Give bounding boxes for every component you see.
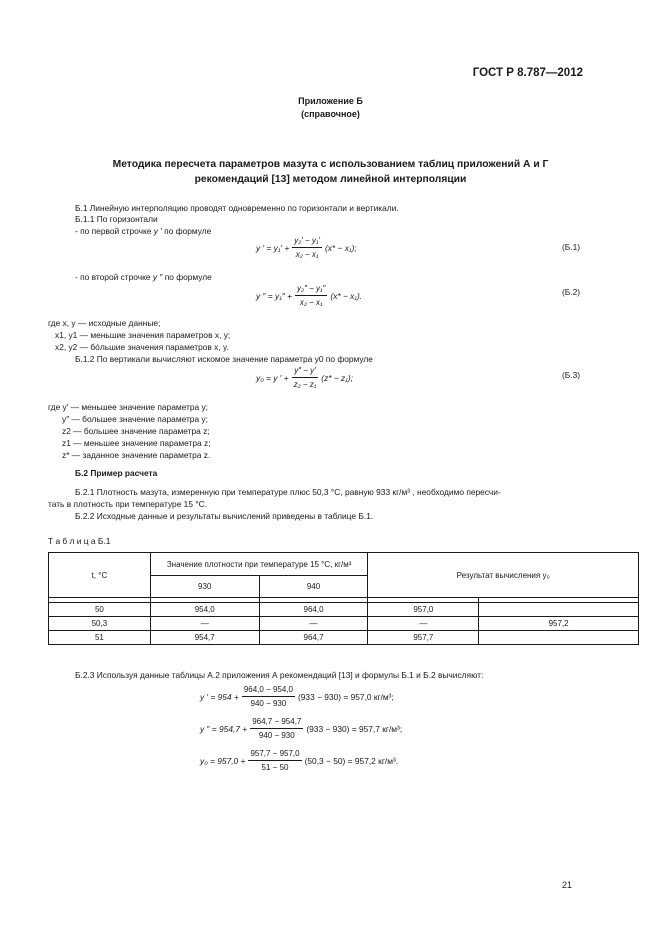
cell: 954,7 bbox=[150, 631, 259, 645]
paragraph-b1: Б.1 Линейную интерполяцию проводят одновременно по горизонтали и вертикали. bbox=[75, 203, 399, 213]
section-title-line1: Методика пересчета параметров мазута с использованием таблиц приложений А и Г bbox=[112, 159, 549, 170]
where-x2y2: x2, y2 — бóльшие значения параметров x, y. bbox=[55, 342, 229, 352]
cell bbox=[479, 631, 639, 645]
calc-y-double-prime: y ″ = 954,7 + $\frac{964,7 - 954,7}{940 - 930}$ (933 − 930) = 957,7 кг/м³; bbox=[200, 717, 403, 740]
cell bbox=[479, 603, 639, 617]
header-temperature: t, °С bbox=[49, 553, 151, 598]
formula-b3-label: (Б.3) bbox=[562, 370, 581, 380]
cell: — bbox=[259, 617, 368, 631]
calc-y-prime: y ′ = 954 + $\frac{964,0 - 954,0}{940 - 930}$ (933 − 930) = 957,0 кг/м³; bbox=[200, 685, 394, 708]
paragraph-first-row: - по первой строчке y ′ по формуле bbox=[75, 226, 212, 236]
where-z1: z1 — меньшее значение параметра z; bbox=[62, 438, 211, 448]
paragraph-b21-line2: тать в плотность при температуре 15 °С. bbox=[48, 499, 208, 509]
annex-title: Приложение Б bbox=[298, 96, 363, 106]
paragraph-b23: Б.2.3 Используя данные таблицы А.2 приложения А рекомендаций [13] и формулы Б.1 и Б.2 вычисляют: bbox=[75, 670, 484, 680]
cell: 954,0 bbox=[150, 603, 259, 617]
header-result: Результат вычисления y₀ bbox=[368, 553, 639, 598]
where-x1y1: x1, y1 — меньшие значения параметров x, y; bbox=[55, 330, 231, 340]
formula-b1-label: (Б.1) bbox=[562, 242, 581, 252]
cell: 964,0 bbox=[259, 603, 368, 617]
header-940: 940 bbox=[259, 576, 368, 598]
formula-b2: y ″ = y₁″ + $\frac{\text{y₂″ − y₁″}}{\text{x₂ − x₁}}$ (x* − x₁). bbox=[256, 284, 363, 307]
formula-b1: y ′ = y₁′ + $\frac{\text{y₂′ − y₁′}}{\text{x₂ − x₁}}$ (x* − x₁); bbox=[256, 236, 357, 259]
paragraph-b12: Б.1.2 По вертикали вычисляют искомое значение параметра y0 по формуле bbox=[75, 354, 373, 364]
where-xy: где x, y — исходные данные; bbox=[48, 318, 161, 328]
cell: — bbox=[368, 617, 479, 631]
header-density: Значение плотности при температуре 15 °С, кг/м³ bbox=[150, 553, 368, 576]
cell: 50,3 bbox=[49, 617, 151, 631]
table-row bbox=[49, 617, 639, 631]
table-header-row bbox=[49, 553, 639, 576]
document-id: ГОСТ Р 8.787—2012 bbox=[472, 67, 583, 79]
paragraph-b11: Б.1.1 По горизонтали bbox=[75, 214, 158, 224]
formula-b3: y₀ = y ′ + $\frac{y'' - y'}{\text{z₂ − z₁}}$ (z* − z₁); bbox=[256, 366, 354, 389]
cell: 957,2 bbox=[479, 617, 639, 631]
formula-b2-label: (Б.2) bbox=[562, 287, 581, 297]
cell: 964,7 bbox=[259, 631, 368, 645]
table-row bbox=[49, 603, 639, 617]
section-b2-heading: Б.2 Пример расчета bbox=[75, 468, 158, 478]
where-y-double-prime: y″ — большее значение параметра y; bbox=[62, 414, 208, 424]
paragraph-b21-line1: Б.2.1 Плотность мазута, измеренную при температуре плюс 50,3 °С, равную 933 кг/м³ , необходимо пересчи- bbox=[75, 487, 501, 497]
where-y-prime: где y′ — меньшее значение параметра y; bbox=[48, 402, 208, 412]
cell: 51 bbox=[49, 631, 151, 645]
cell: 957,7 bbox=[368, 631, 479, 645]
annex-note: (справочное) bbox=[301, 109, 360, 119]
paragraph-b22: Б.2.2 Исходные данные и результаты вычислений приведены в таблице Б.1. bbox=[75, 511, 374, 521]
section-title-line2: рекомендаций [13] методом линейной интерполяции bbox=[194, 174, 467, 185]
page-number: 21 bbox=[561, 880, 572, 890]
where-z2: z2 — большее значение параметра z; bbox=[62, 426, 210, 436]
data-table bbox=[48, 552, 639, 645]
where-zstar: z* — заданное значение параметра z. bbox=[62, 450, 211, 460]
calc-y0: y₀ = 957,0 + $\frac{957,7 - 957,0}{51 - 50}$ (50,3 − 50) = 957,2 кг/м³. bbox=[200, 749, 399, 772]
paragraph-second-row: - по второй строчке y ″ по формуле bbox=[75, 272, 212, 282]
table-caption: Т а б л и ц а Б.1 bbox=[48, 536, 111, 546]
cell: 50 bbox=[49, 603, 151, 617]
cell: — bbox=[150, 617, 259, 631]
header-930: 930 bbox=[150, 576, 259, 598]
cell: 957,0 bbox=[368, 603, 479, 617]
table-row bbox=[49, 631, 639, 645]
